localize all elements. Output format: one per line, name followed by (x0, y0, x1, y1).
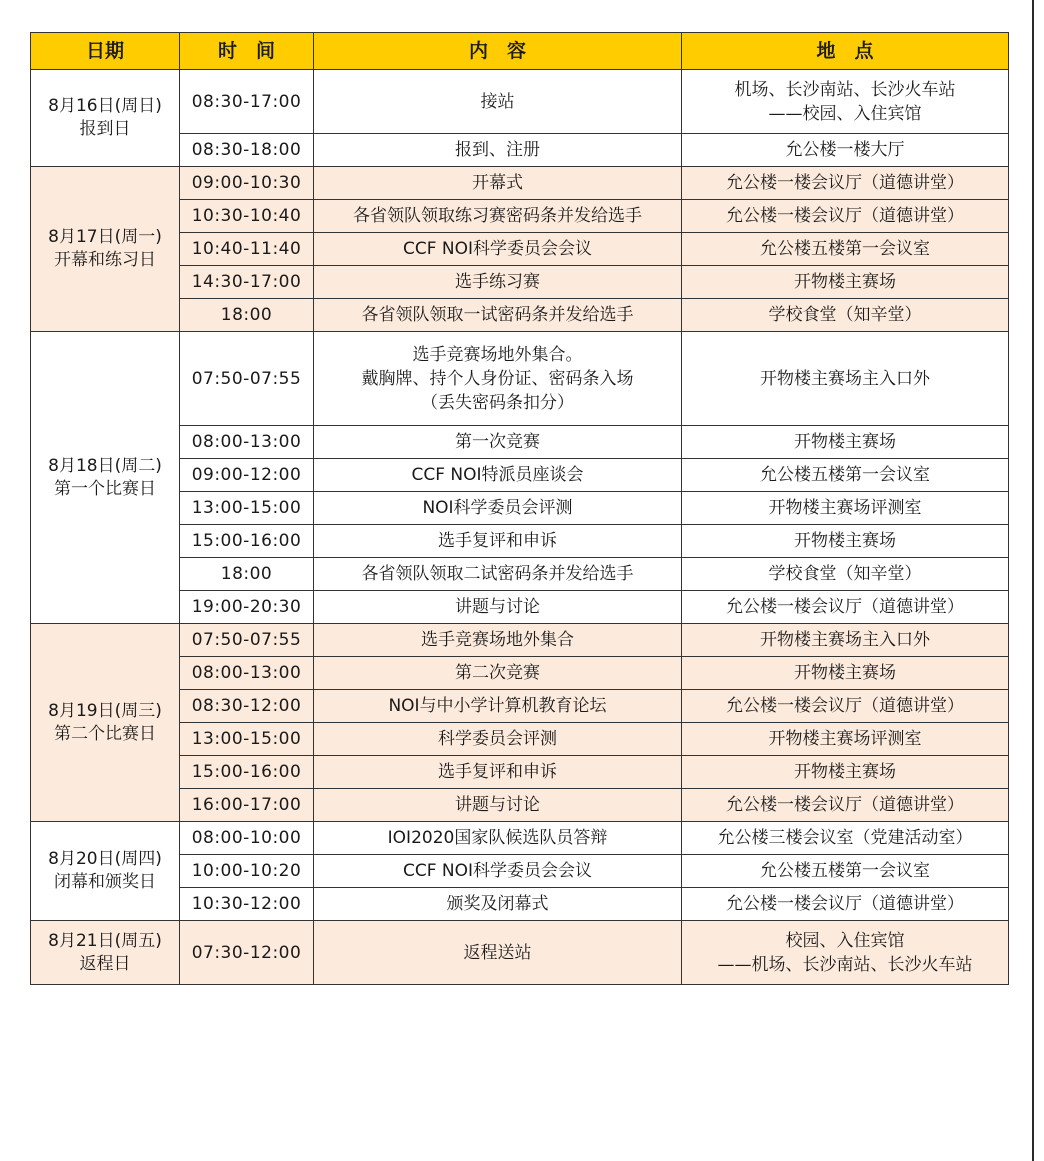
content-line: （丢失密码条扣分） (421, 392, 574, 413)
time-cell: 13:00-15:00 (180, 723, 314, 756)
content-line: NOI与中小学计算机教育论坛 (388, 696, 607, 716)
content-cell (314, 591, 682, 624)
location-line: 开物楼主赛场评测室 (768, 729, 922, 749)
time-cell: 16:00-17:00 (180, 789, 314, 822)
header-location: 地 点 (682, 33, 1009, 70)
location-cell (682, 299, 1009, 332)
schedule-body (31, 70, 1009, 985)
content-cell (314, 888, 682, 921)
location-cell (682, 756, 1009, 789)
location-line: 学校食堂（知辛堂） (768, 305, 922, 325)
day-date-cell (31, 822, 180, 921)
day-date-line: 报到日 (79, 119, 131, 139)
location-line: 开物楼主赛场主入口外 (760, 630, 930, 650)
time-cell: 08:30-17:00 (180, 70, 314, 134)
location-line: 校园、入住宾馆 (785, 930, 905, 951)
header-time: 时 间 (180, 33, 314, 70)
location-cell (682, 426, 1009, 459)
content-line: 报到、注册 (455, 140, 540, 160)
location-cell (682, 200, 1009, 233)
location-cell (682, 525, 1009, 558)
time-cell: 07:50-07:55 (180, 332, 314, 426)
content-line: 颁奖及闭幕式 (446, 894, 549, 914)
location-cell (682, 70, 1009, 134)
content-cell (314, 200, 682, 233)
time-cell: 08:30-12:00 (180, 690, 314, 723)
day-date-line: 第一个比赛日 (54, 478, 156, 499)
location-line: 允公楼一楼会议厅（道德讲堂） (726, 894, 964, 914)
time-cell: 15:00-16:00 (180, 525, 314, 558)
content-cell (314, 459, 682, 492)
content-line: 选手复评和申诉 (438, 531, 557, 551)
content-cell (314, 624, 682, 657)
content-cell (314, 134, 682, 167)
location-line: ——校园、入住宾馆 (768, 103, 922, 124)
location-cell (682, 266, 1009, 299)
location-cell (682, 855, 1009, 888)
content-line: 选手竞赛场地外集合。 (412, 344, 583, 365)
content-cell (314, 756, 682, 789)
location-line: 开物楼主赛场评测室 (768, 498, 922, 518)
location-cell (682, 492, 1009, 525)
content-line: 科学委员会评测 (438, 729, 557, 749)
content-cell (314, 525, 682, 558)
location-line: 开物楼主赛场 (794, 762, 896, 782)
location-line: 开物楼主赛场 (794, 272, 896, 292)
content-line: IOI2020国家队候选队员答辩 (387, 828, 608, 848)
location-line: 允公楼五楼第一会议室 (760, 239, 930, 259)
schedule-row (31, 921, 1009, 985)
day-date-line: 8月20日(周四) (48, 849, 162, 869)
location-line: 允公楼一楼会议厅（道德讲堂） (726, 795, 964, 815)
day-date-line: 第二个比赛日 (54, 723, 156, 744)
content-cell (314, 723, 682, 756)
content-line: 各省领队领取二试密码条并发给选手 (361, 564, 634, 584)
time-cell: 10:00-10:20 (180, 855, 314, 888)
location-cell (682, 723, 1009, 756)
location-cell (682, 888, 1009, 921)
content-line: 选手练习赛 (455, 272, 540, 292)
time-cell: 18:00 (180, 558, 314, 591)
location-cell (682, 624, 1009, 657)
location-cell (682, 332, 1009, 426)
time-cell: 07:50-07:55 (180, 624, 314, 657)
day-date-cell (31, 624, 180, 822)
location-line: 机场、长沙南站、长沙火车站 (734, 79, 956, 100)
day-date-cell (31, 332, 180, 624)
schedule-row (31, 332, 1009, 426)
day-date-line: 8月17日(周一) (48, 227, 162, 247)
location-line: 开物楼主赛场 (794, 432, 896, 452)
location-cell (682, 134, 1009, 167)
location-line: 允公楼五楼第一会议室 (760, 861, 930, 881)
time-cell: 15:00-16:00 (180, 756, 314, 789)
location-cell (682, 789, 1009, 822)
content-line: 各省领队领取练习赛密码条并发给选手 (353, 206, 642, 226)
day-date-cell (31, 921, 180, 985)
location-line: 开物楼主赛场 (794, 531, 896, 551)
location-line: 开物楼主赛场主入口外 (760, 368, 930, 389)
content-cell (314, 690, 682, 723)
location-cell (682, 921, 1009, 985)
content-line: CCF NOI特派员座谈会 (411, 465, 584, 485)
content-line: CCF NOI科学委员会会议 (402, 239, 593, 259)
content-line: NOI科学委员会评测 (422, 498, 573, 518)
content-cell (314, 921, 682, 985)
time-cell: 10:30-12:00 (180, 888, 314, 921)
location-line: 允公楼五楼第一会议室 (760, 465, 930, 485)
content-line: 戴胸牌、持个人身份证、密码条入场 (361, 368, 634, 389)
content-cell (314, 266, 682, 299)
time-cell: 09:00-10:30 (180, 167, 314, 200)
location-cell (682, 690, 1009, 723)
schedule-row (31, 624, 1009, 657)
time-cell: 10:40-11:40 (180, 233, 314, 266)
content-cell (314, 822, 682, 855)
location-line: 允公楼一楼会议厅（道德讲堂） (726, 597, 964, 617)
time-cell: 19:00-20:30 (180, 591, 314, 624)
content-line: 选手复评和申诉 (438, 762, 557, 782)
location-line: 允公楼一楼会议厅（道德讲堂） (726, 173, 964, 193)
time-cell: 18:00 (180, 299, 314, 332)
time-cell: 07:30-12:00 (180, 921, 314, 985)
day-date-line: 返程日 (79, 953, 131, 974)
content-cell (314, 789, 682, 822)
day-date-cell (31, 167, 180, 332)
content-cell (314, 332, 682, 426)
day-date-line: 闭幕和颁奖日 (54, 872, 156, 892)
time-cell: 08:00-10:00 (180, 822, 314, 855)
content-cell (314, 70, 682, 134)
location-line: 允公楼一楼会议厅（道德讲堂） (726, 206, 964, 226)
day-date-line: 8月21日(周五) (48, 930, 162, 951)
time-cell: 08:00-13:00 (180, 657, 314, 690)
time-cell: 09:00-12:00 (180, 459, 314, 492)
content-cell (314, 558, 682, 591)
location-line: 允公楼一楼大厅 (785, 140, 905, 160)
content-line: 返程送站 (463, 942, 532, 963)
content-line: 讲题与讨论 (455, 795, 540, 815)
page-edge-line (1032, 0, 1034, 1161)
time-cell: 10:30-10:40 (180, 200, 314, 233)
content-cell (314, 233, 682, 266)
day-date-line: 开幕和练习日 (54, 250, 156, 270)
location-cell (682, 558, 1009, 591)
content-line: 接站 (480, 91, 515, 112)
location-cell (682, 657, 1009, 690)
content-cell (314, 299, 682, 332)
content-line: 各省领队领取一试密码条并发给选手 (361, 305, 634, 325)
location-cell (682, 459, 1009, 492)
day-date-cell (31, 70, 180, 167)
schedule-row (31, 167, 1009, 200)
location-line: 开物楼主赛场 (794, 663, 896, 683)
schedule-header (31, 33, 1009, 70)
location-line: 允公楼一楼会议厅（道德讲堂） (726, 696, 964, 716)
time-cell: 08:00-13:00 (180, 426, 314, 459)
content-line: 讲题与讨论 (455, 597, 540, 617)
schedule-row (31, 822, 1009, 855)
time-cell: 08:30-18:00 (180, 134, 314, 167)
location-cell (682, 233, 1009, 266)
location-cell (682, 167, 1009, 200)
content-cell (314, 855, 682, 888)
content-line: 开幕式 (472, 173, 523, 193)
day-date-line: 8月19日(周三) (48, 700, 162, 721)
day-date-line: 8月18日(周二) (48, 455, 162, 476)
content-line: 第一次竞赛 (455, 432, 540, 452)
time-cell: 14:30-17:00 (180, 266, 314, 299)
content-cell (314, 492, 682, 525)
day-date-line: 8月16日(周日) (48, 96, 162, 116)
content-cell (314, 657, 682, 690)
time-cell: 13:00-15:00 (180, 492, 314, 525)
location-line: 学校食堂（知辛堂） (768, 564, 922, 584)
schedule-table (30, 32, 1009, 985)
location-line: 允公楼三楼会议室（党建活动室） (717, 828, 973, 848)
content-cell (314, 167, 682, 200)
content-cell (314, 426, 682, 459)
header-content: 内 容 (314, 33, 682, 70)
content-line: 选手竞赛场地外集合 (421, 630, 574, 650)
location-line: ——机场、长沙南站、长沙火车站 (717, 954, 973, 975)
header-date: 日期 (31, 33, 180, 70)
content-line: 第二次竞赛 (455, 663, 540, 683)
location-cell (682, 591, 1009, 624)
header-row (31, 33, 1009, 70)
content-line: CCF NOI科学委员会会议 (402, 861, 593, 881)
schedule-row (31, 70, 1009, 134)
location-cell (682, 822, 1009, 855)
